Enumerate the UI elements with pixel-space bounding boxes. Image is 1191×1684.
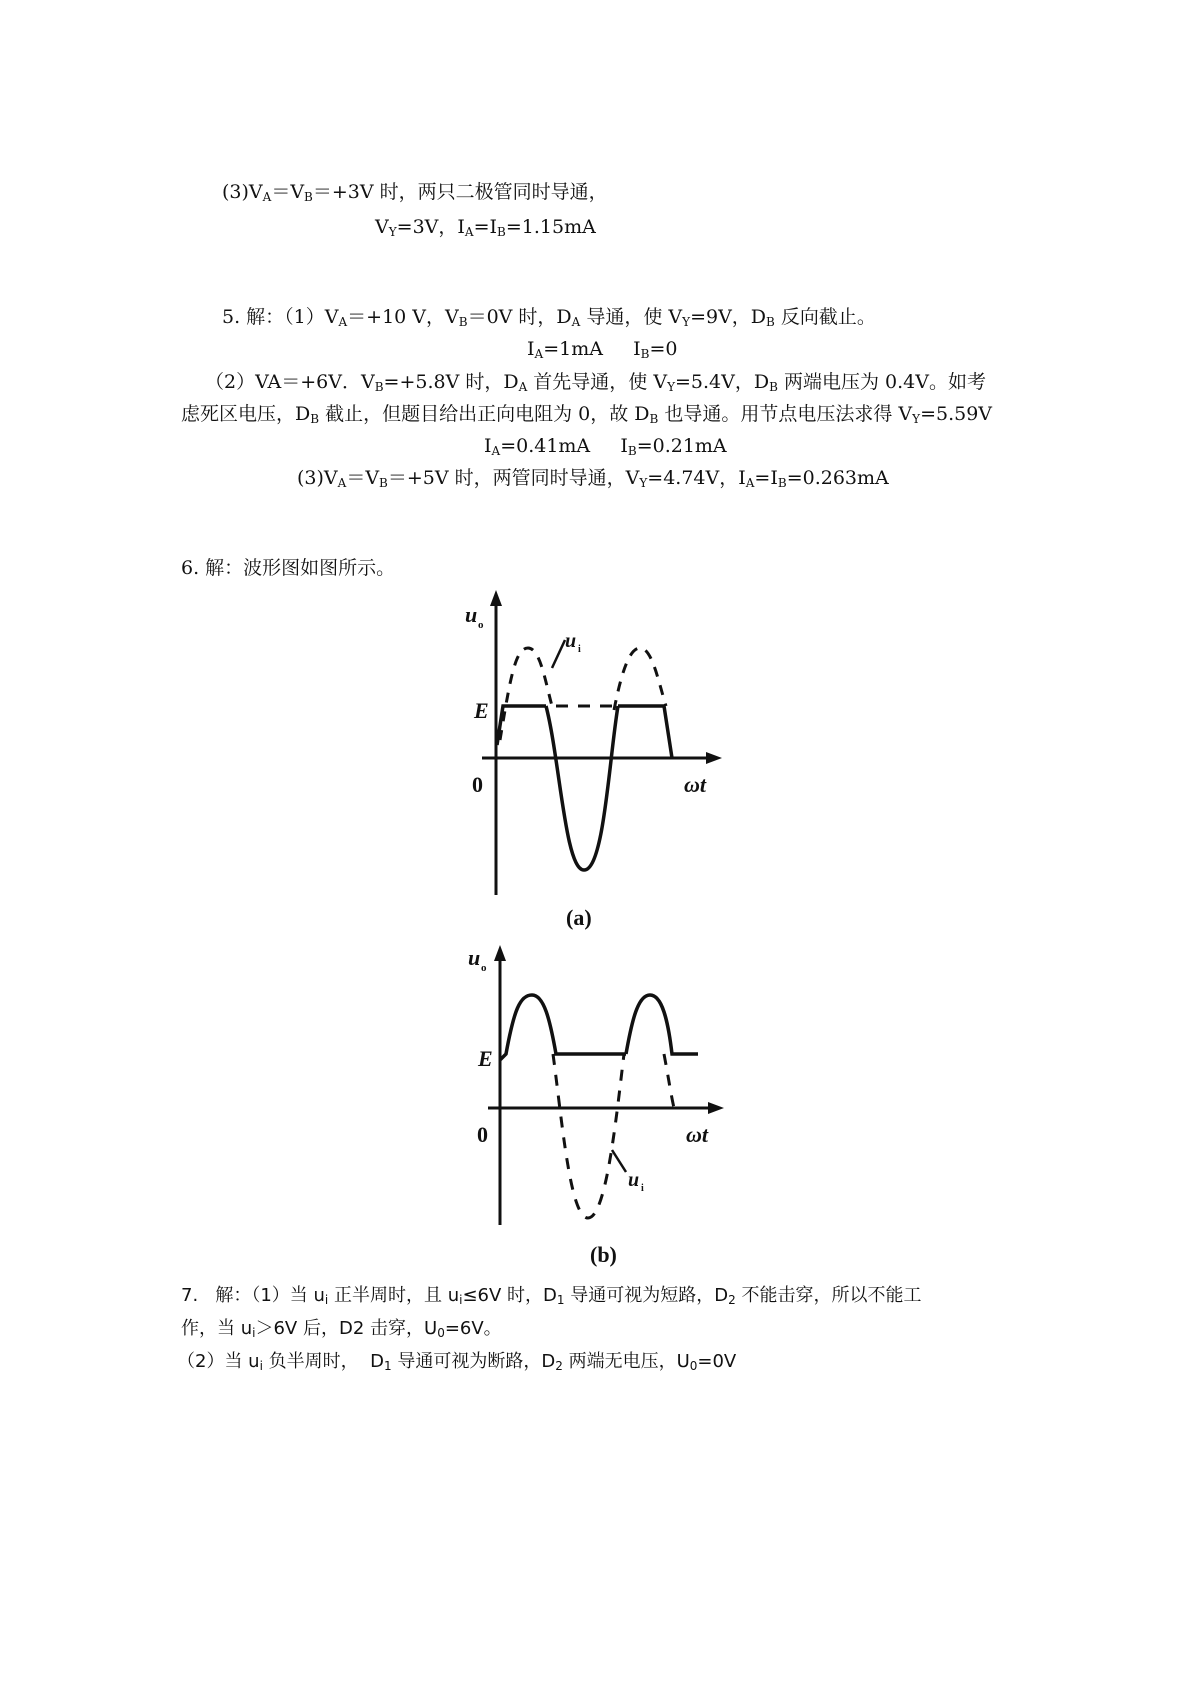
- p5-line1: 5. 解：$(1)V_A=+10$ V，$V_B=0V$ 时，$D_A$ 导通，使 $V_Y=9V$，$D_B$ 反向截止。: [222, 306, 876, 329]
- fig-a-caption: (a): [566, 905, 592, 930]
- fig-a-y-arrow: [490, 590, 502, 606]
- fig-a-curve-sub: i: [578, 644, 581, 655]
- fig-b-y-arrow: [494, 945, 506, 961]
- fig-a-ui-solid: [546, 706, 618, 870]
- p5-line3: （2）VA＝+6V．$V_B=+5.8V$ 时，$D_A$ 首先导通，使 $V_Y=5.4V$，$D_B$ 两端电压为 0.4V。如考: [205, 371, 986, 394]
- fig-a-uo-solid-2: [618, 706, 672, 758]
- p7-line1: 7. 解：（1）当 $u_i$ 正半周时，且 $u_i\le 6V$ 时，$D_1$ 导通可视为短路，$D_2$ 不能击穿，所以不能工: [181, 1285, 922, 1307]
- fig-b-caption: (b): [590, 1242, 617, 1267]
- fig-b-ylabel: u: [468, 945, 481, 970]
- fig-b-ui-pointer: [612, 1150, 626, 1172]
- fig-b-uo-solid-2: [626, 995, 698, 1054]
- fig-a-uo-solid-1: [497, 706, 546, 745]
- p5-line2: $I_A=1mA$ $I_B=0$: [527, 338, 678, 361]
- p5-line5: $I_A=0.41mA$ $I_B=0.21mA$: [484, 435, 727, 458]
- fig-b-curve-sub: i: [641, 1183, 644, 1194]
- p7-line2: 作，当 $u_i>6V$ 后，D2 击穿，$U_0=6V$。: [181, 1318, 502, 1340]
- fig-a-x-arrow: [706, 752, 722, 764]
- fig-a-ylabel-sub: o: [478, 619, 484, 631]
- p5-line6: $(3)V_A=V_B=+5V$ 时，两管同时导通，$V_Y=4.74V$，$I_A=I_B=0.263mA$: [297, 467, 889, 490]
- fig-a-curve-label: u: [565, 630, 577, 652]
- fig-b-x-arrow: [708, 1102, 724, 1114]
- fig-a-ui-dashed-1: [500, 648, 552, 740]
- p4-part3-line2: $V_Y=3V$，$I_A=I_B=1.15mA$: [375, 216, 596, 239]
- fig-a-ui-pointer: [552, 640, 565, 668]
- fig-b-origin: 0: [477, 1122, 488, 1147]
- p4-part3-line1: $(3)V_A=V_B=+3V$ 时，两只二极管同时导通，: [222, 181, 608, 204]
- fig-a-E: E: [474, 698, 489, 723]
- fig-a-ylabel: u: [465, 602, 478, 627]
- fig-b-xlabel: ωt: [686, 1122, 709, 1147]
- fig-b-curve-label: u: [628, 1169, 640, 1191]
- fig-b-uo-solid-1: [500, 995, 626, 1060]
- p6-text: 6. 解：波形图如图所示。: [181, 557, 396, 579]
- fig-a-origin: 0: [472, 772, 483, 797]
- fig-b-ui-dashed-2: [664, 1054, 674, 1108]
- fig-b-ylabel-sub: o: [481, 962, 487, 974]
- fig-a-xlabel: ωt: [684, 772, 707, 797]
- p7-line3: （2）当 $u_i$ 负半周时， $D_1$ 导通可视为断路，$D_2$ 两端无电压，$U_0=0V$: [177, 1351, 737, 1373]
- p5-line4: 虑死区电压，$D_B$ 截止，但题目给出正向电阻为 0，故 $D_B$ 也导通。用节点电压法求得 $V_Y=5.59V$: [181, 403, 993, 426]
- fig-b-E: E: [478, 1046, 493, 1071]
- fig-a-ui-dashed-2: [614, 648, 666, 710]
- fig-b-ui-dashed: [553, 1054, 624, 1218]
